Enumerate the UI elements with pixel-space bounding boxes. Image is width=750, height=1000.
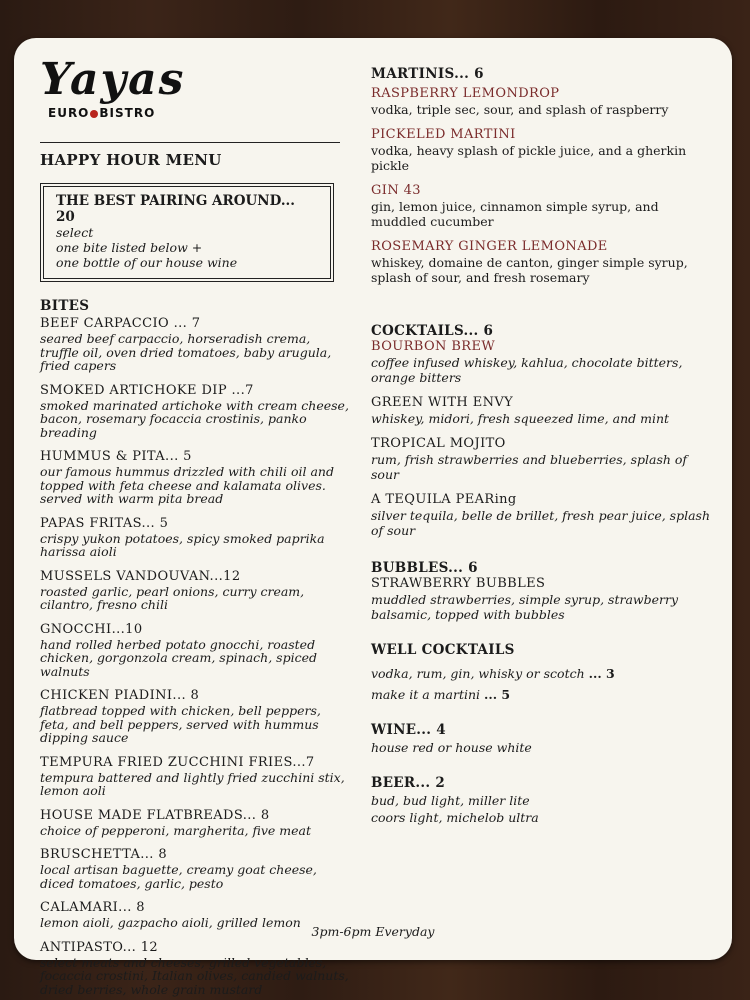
logo-sub-right: BISTRO: [99, 106, 156, 120]
drink-desc: vodka, triple sec, sour, and splash of raspberry: [371, 102, 669, 117]
well-price: ... 3: [588, 666, 615, 681]
cocktails-heading: COCKTAILS... 6: [371, 323, 494, 339]
logo-dot-icon: [90, 110, 98, 118]
drink-name: GREEN WITH ENVY: [371, 395, 514, 410]
wine-line: house red or house white: [371, 740, 532, 755]
item-desc: crispy yukon potatoes, spicy smoked paprika harissa aioli: [40, 530, 325, 559]
drink-item: [371, 183, 711, 229]
item-desc: local artisan baguette, creamy goat cheese, diced tomatoes, garlic, pesto: [40, 862, 317, 891]
martinis-heading: MARTINIS... 6: [371, 66, 484, 82]
item-desc: lemon aioli, gazpacho aioli, grilled lemon: [40, 915, 301, 930]
item-name: HOUSE MADE FLATBREADS... 8: [40, 807, 270, 823]
item-name: BRUSCHETTA... 8: [40, 847, 168, 862]
item-desc: choice of pepperoni, margherita, five meat: [40, 822, 311, 838]
item-desc: select meats and cheeses, grilled vegetables, focaccia crostini, Italian olives, candied walnuts, dried berries, whole grain mustard: [40, 954, 349, 997]
drink-desc: silver tequila, belle de brillet, fresh pear juice, splash of sour: [371, 508, 711, 538]
drink-item: [371, 339, 711, 385]
item-desc: hand rolled herbed potato gnocchi, roasted chicken, gorgonzola cream, spinach, spiced walnuts: [40, 636, 317, 679]
drink-name: ROSEMARY GINGER LEMONADE: [371, 239, 608, 254]
drink-item: [371, 492, 711, 538]
drink-desc: whiskey, midori, fresh squeezed lime, and mint: [371, 411, 670, 426]
drink-item: [371, 86, 711, 117]
item-desc: our famous hummus drizzled with chili oil and topped with feta cheese and kalamata olives.: [40, 464, 334, 493]
right-column: [371, 66, 711, 825]
logo-subtitle: [40, 106, 160, 120]
pairing-line: one bite listed below +: [56, 240, 203, 255]
bubbles-heading: BUBBLES... 6: [371, 560, 478, 576]
bites-heading: BITES: [40, 298, 90, 314]
menu-item: [40, 622, 350, 679]
item-desc: seared beef carpaccio, horseradish crema, truffle oil, oven dried tomatoes, baby arugula, fried capers: [40, 331, 332, 373]
item-name: CHICKEN PIADINI... 8: [40, 688, 200, 703]
menu-item: [40, 449, 350, 506]
menu-item: [40, 569, 350, 612]
drink-item: [371, 395, 711, 426]
drink-desc: coffee infused whiskey, kahlua, chocolate bitters, orange bitters: [371, 355, 683, 385]
logo-sub-left: EURO: [48, 106, 90, 120]
menu-item: [40, 847, 350, 890]
page-title: HAPPY HOUR MENU: [40, 142, 340, 169]
item-desc: flatbread topped with chicken, bell peppers, feta, and bell peppers, served with hummus dipping sauce: [40, 703, 321, 745]
item-name: BEEF CARPACCIO ... 7: [40, 316, 201, 331]
pairing-line: select: [56, 225, 94, 240]
item-name: HUMMUS & PITA... 5: [40, 449, 192, 464]
item-desc: roasted garlic, pearl onions, curry cream, cilantro, fresno chili: [40, 583, 305, 612]
beer-line: coors light, michelob ultra: [371, 810, 539, 825]
pairing-title: THE BEST PAIRING AROUND... 20: [56, 193, 295, 225]
well-heading: WELL COCKTAILS: [371, 642, 515, 658]
wine-heading: WINE... 4: [371, 722, 446, 738]
drink-name: BOURBON BREW: [371, 339, 496, 354]
drink-name: RASPBERRY LEMONDROP: [371, 86, 560, 101]
item-name: PAPAS FRITAS... 5: [40, 515, 169, 531]
item-name: ANTIPASTO... 12: [40, 939, 159, 955]
item-name: TEMPURA FRIED ZUCCHINI FRIES...7: [40, 754, 315, 770]
drink-name: STRAWBERRY BUBBLES: [371, 576, 546, 591]
item-name: GNOCCHI...10: [40, 621, 143, 637]
well-line: [371, 666, 711, 681]
pairing-line: one bottle of our house wine: [56, 255, 238, 270]
item-name: MUSSELS VANDOUVAN...12: [40, 568, 241, 584]
beer-heading: BEER... 2: [371, 775, 446, 791]
drink-item: [371, 239, 711, 285]
logo-script: Yayas: [40, 54, 186, 105]
menu-item: [40, 808, 350, 838]
menu-item: [40, 940, 350, 997]
menu-item: [40, 383, 350, 440]
item-desc: served with warm pita bread: [40, 491, 224, 506]
menu-item: [40, 516, 350, 559]
drink-item: [371, 436, 711, 482]
drink-desc: muddled strawberries, simple syrup, strawberry balsamic, topped with bubbles: [371, 592, 679, 622]
item-desc: smoked marinated artichoke with cream cheese, bacon, rosemary focaccia crostinis, panko breading: [40, 397, 349, 440]
logo: [40, 54, 186, 136]
drink-name: A TEQUILA PEARing: [371, 492, 517, 507]
well-text: vodka, rum, gin, whisky or scotch: [371, 666, 585, 681]
well-price: ... 5: [484, 687, 511, 702]
well-line: [371, 687, 711, 702]
left-column: [40, 138, 350, 996]
bites-list: [40, 316, 350, 996]
drink-name: GIN 43: [371, 183, 421, 198]
item-desc: tempura battered and lightly fried zucchini stix, lemon aoli: [40, 769, 345, 798]
menu-item: [40, 688, 350, 745]
drink-item: [371, 127, 711, 173]
item-name: CALAMARI... 8: [40, 900, 145, 915]
drink-desc: rum, frish strawberries and blueberries, splash of sour: [371, 452, 688, 482]
menu-card: [14, 38, 732, 997]
drink-item: [371, 576, 711, 622]
drink-desc: vodka, heavy splash of pickle juice, and a gherkin pickle: [371, 143, 687, 173]
hours-footer: 3pm-6pm Everyday: [311, 924, 435, 939]
menu-item: [40, 316, 350, 373]
drink-name: PICKELED MARTINI: [371, 127, 516, 142]
beer-line: bud, bud light, miller lite: [371, 793, 530, 808]
menu-item: [40, 755, 350, 798]
pairing-box: [40, 183, 334, 282]
item-name: SMOKED ARTICHOKE DIP ...7: [40, 382, 254, 398]
drink-desc: whiskey, domaine de canton, ginger simple syrup, splash of sour, and fresh rosemary: [371, 255, 688, 285]
well-text: make it a martini: [371, 687, 481, 702]
drink-desc: gin, lemon juice, cinnamon simple syrup, and muddled cucumber: [371, 199, 659, 229]
drink-name: TROPICAL MOJITO: [371, 436, 506, 451]
